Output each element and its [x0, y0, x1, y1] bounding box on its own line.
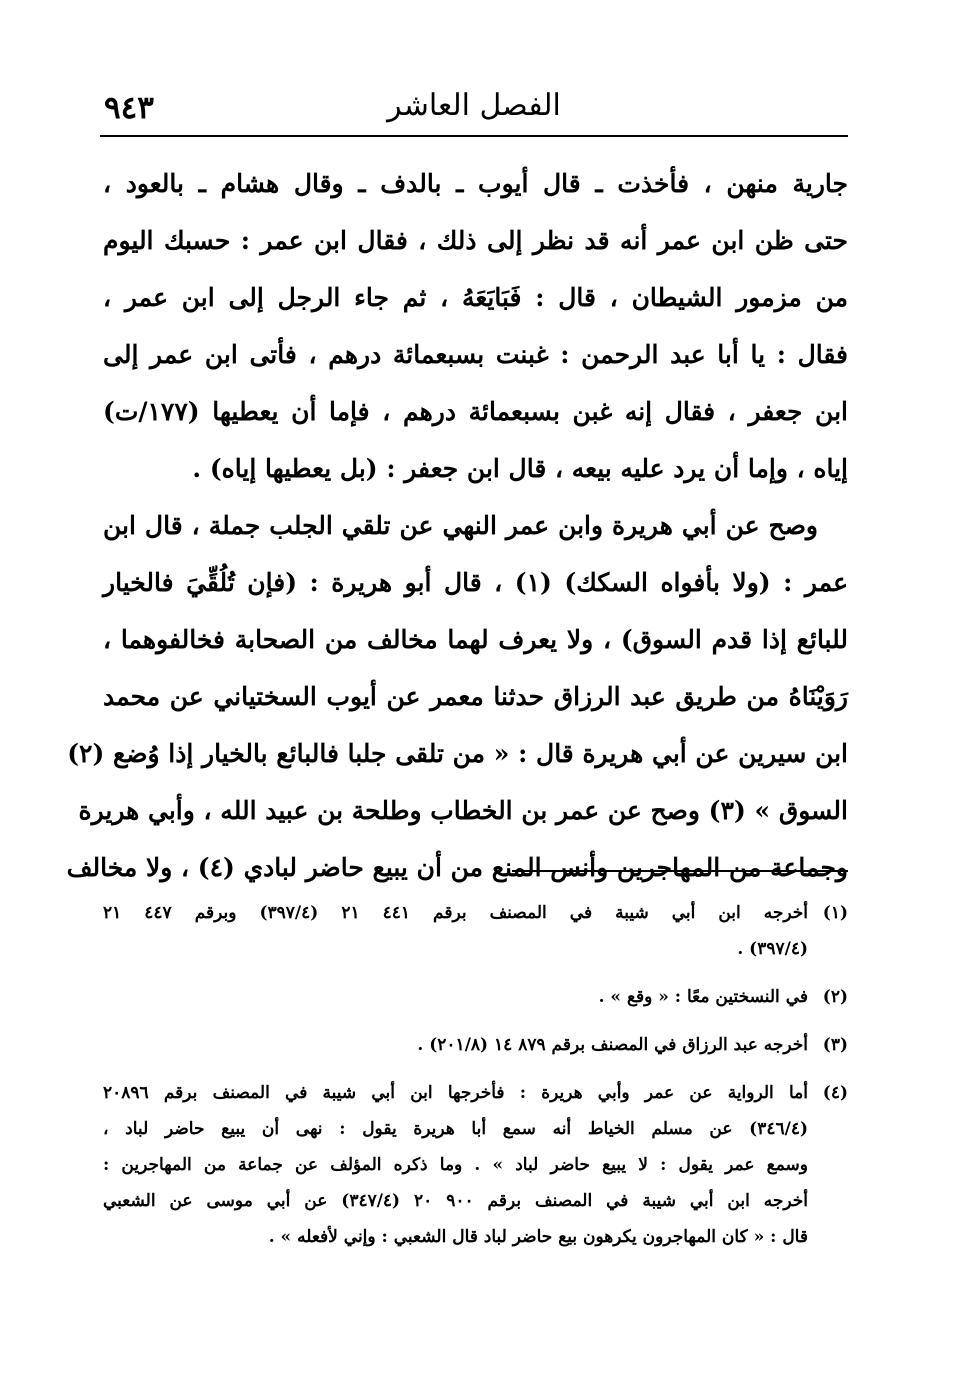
footnote-number: (٢) [822, 987, 848, 1007]
header-rule [100, 135, 848, 137]
text-line: إياه ، وإما أن يرد عليه بيعه ، قال ابن جعفر : (بل يعطيها إياه) . [192, 454, 848, 483]
text-line: حتى ظن ابن عمر أنه قد نظر إلى ذلك ، فقال ابن عمر : حسبك اليوم [103, 226, 848, 255]
text-line: السوق » (٣) وصح عن عمر بن الخطاب وطلحة بن عبيد الله ، وأبي هريرة [78, 796, 848, 825]
text-line: عمر : (ولا بأفواه السكك) (١) ، قال أبو هريرة : (فإن تُلُقِّيَ فالخيار [103, 568, 848, 597]
footnote-line: في النسختين معًا : « وقع » . [598, 987, 808, 1007]
footnote-number: (٤) [822, 1083, 848, 1103]
text-line: رَوَيْنَاهُ من طريق عبد الرزاق حدثنا معمر عن أيوب السختياني عن محمد [103, 682, 848, 711]
text-line: للبائع إذا قدم السوق) ، ولا يعرف لهما مخالف من الصحابة فخالفوهما ، [103, 625, 848, 654]
footnote [103, 979, 848, 1015]
text-line: فقال : يا أبا عبد الرحمن : غبنت بسبعمائة درهم ، فأتى ابن عمر إلى [103, 340, 848, 369]
footnote [103, 1027, 848, 1063]
text-line: وجماعة من المهاجرين وأنس المنع من أن يبيع حاضر لبادي (٤) ، ولا مخالف [66, 853, 848, 882]
text-line: جارية منهن ، فأخذت ـ قال أيوب ـ بالدف ـ وقال هشام ـ بالعود ، [103, 169, 848, 198]
footnote [103, 1075, 848, 1255]
footnote-line: أخرجه ابن أبي شيبة في المصنف برقم ٤٤١ ٢١ (٣٩٧/٤) وبرقم ٤٤٧ ٢١ [103, 903, 808, 923]
page-header [100, 82, 848, 132]
main-text [66, 155, 848, 896]
footnote-line: (٣٤٦/٤) عن مسلم الخياط أنه سمع أبا هريرة يقول : نهى أن يبيع حاضر لباد ، [103, 1119, 808, 1139]
footnote-line: أخرجه عبد الرزاق في المصنف برقم ٨٧٩ ١٤ (٢٠١/٨) . [417, 1035, 808, 1055]
footnote-line: أما الرواية عن عمر وأبي هريرة : فأخرجها ابن أبي شيبة في المصنف برقم ٢٠٨٩٦ [103, 1083, 808, 1103]
text-line: وصح عن أبي هريرة وابن عمر النهي عن تلقي الجلب جملة ، قال ابن [103, 511, 818, 540]
footnote [103, 895, 848, 967]
footnote-line: أخرجه ابن أبي شيبة في المصنف برقم ٩٠٠ ٢٠ (٣٤٧/٤) عن أبي موسى عن الشعبي [103, 1191, 808, 1211]
footnotes [103, 895, 848, 1267]
footnote-line: قال : « كان المهاجرون يكرهون بيع حاضر لباد قال الشعبي : وإني لأفعله » . [268, 1227, 808, 1247]
footnote-number: (١) [822, 903, 848, 923]
text-line: ابن جعفر ، فقال إنه غبن بسبعمائة درهم ، فإما أن يعطيها (١٧٧/ت) [103, 397, 848, 426]
footnote-line: (٣٩٧/٤) . [737, 939, 808, 959]
text-line: ابن سيرين عن أبي هريرة قال : « من تلقى جلبا فالبائع بالخيار إذا وُضع (٢) [67, 739, 848, 768]
footnote-number: (٣) [822, 1035, 848, 1055]
footnote-separator [512, 870, 848, 872]
text-line: من مزمور الشيطان ، قال : فَبَايَعَهُ ، ثم جاء الرجل إلى ابن عمر ، [103, 283, 848, 312]
page-number: ٩٤٣ [104, 90, 154, 126]
footnote-line: وسمع عمر يقول : لا يبيع حاضر لباد » . وما ذكره المؤلف عن جماعة من المهاجرين : [103, 1155, 808, 1175]
running-title: الفصل العاشر [387, 88, 561, 123]
